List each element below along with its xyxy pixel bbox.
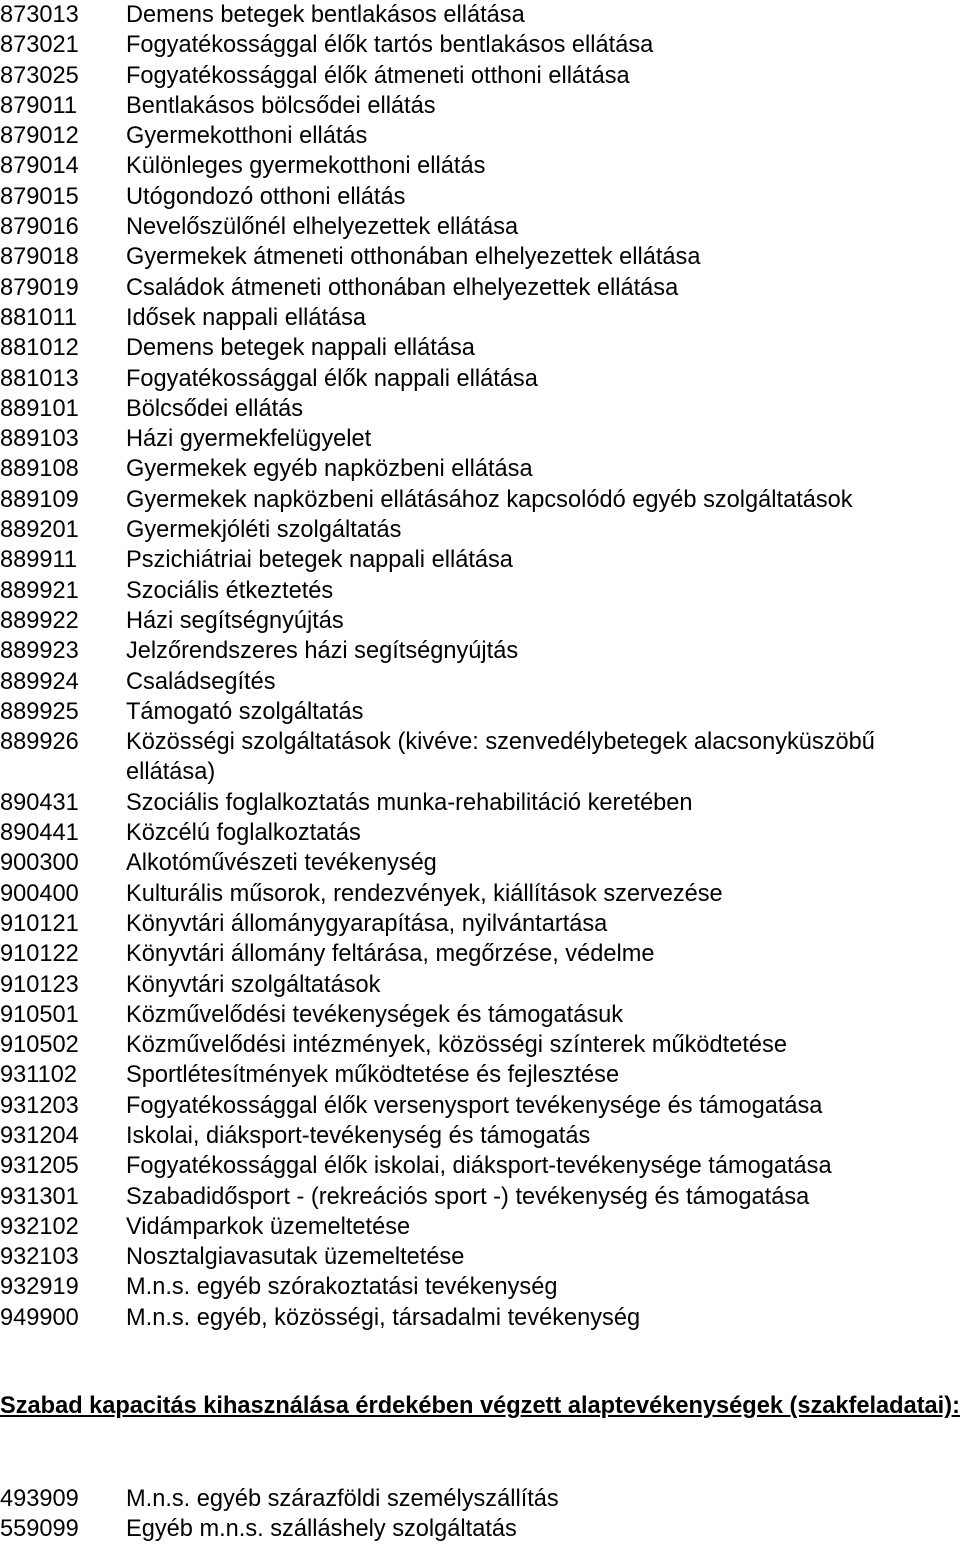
- activity-code: 900300: [0, 850, 79, 877]
- activity-code: 879018: [0, 244, 79, 271]
- activity-code: 493909: [0, 1486, 79, 1512]
- activity-description: Fogyatékossággal élők átmeneti otthoni ellátása: [126, 62, 630, 89]
- activity-description: Támogató szolgáltatás: [126, 698, 364, 725]
- activity-description: Közművelődési intézmények, közösségi színterek működtetése: [126, 1032, 787, 1059]
- section-heading: Szabad kapacitás kihasználása érdekében végzett alaptevékenységek (szakfeladatai):: [0, 1393, 960, 1419]
- list-item: [0, 1242, 960, 1272]
- activity-description: Pszichiátriai betegek nappali ellátása: [126, 547, 513, 574]
- list-item: [0, 1514, 960, 1544]
- activity-code: 889926: [0, 729, 79, 756]
- activity-code: 879015: [0, 183, 79, 210]
- activity-description: Sportlétesítmények működtetése és fejlesztése: [126, 1062, 620, 1089]
- activity-code: 910502: [0, 1032, 79, 1059]
- list-item: [0, 636, 960, 666]
- activity-description: Gyermekotthoni ellátás: [126, 123, 368, 150]
- activity-description: M.n.s. egyéb, közösségi, társadalmi tevékenység: [126, 1304, 641, 1331]
- activity-code: 931102: [0, 1062, 77, 1089]
- activity-description: Könyvtári szolgáltatások: [126, 971, 381, 998]
- activity-description: Könyvtári állomány feltárása, megőrzése, védelme: [126, 941, 655, 968]
- list-item: [0, 606, 960, 636]
- activity-code: 889922: [0, 607, 79, 634]
- list-item: [0, 909, 960, 939]
- activity-description: Fogyatékossággal élők iskolai, diáksport-tevékenysége támogatása: [126, 1153, 832, 1180]
- activity-description: Fogyatékossággal élők versenysport tevékenysége és támogatása: [126, 1092, 823, 1119]
- activity-description: Fogyatékossággal élők nappali ellátása: [126, 365, 538, 392]
- activity-code: 910123: [0, 971, 79, 998]
- list-item: [0, 576, 960, 606]
- activity-code: 931203: [0, 1092, 79, 1119]
- activity-code: 879011: [0, 92, 77, 119]
- list-item: [0, 1000, 960, 1030]
- list-item: [0, 61, 960, 91]
- activity-code: 559099: [0, 1516, 79, 1543]
- activity-code: 879016: [0, 214, 79, 241]
- list-item: [0, 1182, 960, 1212]
- list-item: [0, 0, 960, 30]
- activity-description: Gyermekjóléti szolgáltatás: [126, 517, 402, 544]
- activity-code: 910121: [0, 910, 79, 937]
- list-item: [0, 273, 960, 303]
- list-item: [0, 697, 960, 727]
- list-item: [0, 424, 960, 454]
- activity-description: Házi gyermekfelügyelet: [126, 426, 372, 453]
- list-item: [0, 364, 960, 394]
- activity-code: 931301: [0, 1183, 79, 1210]
- secondary-activity-code-list: [0, 1484, 960, 1545]
- activity-code: 873021: [0, 32, 79, 59]
- activity-description: Jelzőrendszeres házi segítségnyújtás: [126, 638, 519, 665]
- list-item: [0, 485, 960, 515]
- activity-description: Nevelőszülőnél elhelyezettek ellátása: [126, 214, 519, 241]
- activity-description: Közcélú foglalkoztatás: [126, 820, 361, 847]
- list-item: [0, 121, 960, 151]
- activity-description: Idősek nappali ellátása: [126, 304, 367, 331]
- activity-code: 890441: [0, 820, 79, 847]
- activity-description: Különleges gyermekotthoni ellátás: [126, 153, 486, 180]
- activity-description: Vidámparkok üzemeltetése: [126, 1213, 411, 1240]
- activity-code: 932919: [0, 1274, 79, 1301]
- activity-description: Demens betegek bentlakásos ellátása: [126, 2, 525, 28]
- list-item: [0, 818, 960, 848]
- activity-code: 889911: [0, 547, 77, 574]
- activity-description: M.n.s. egyéb szórakoztatási tevékenység: [126, 1274, 558, 1301]
- list-item: [0, 970, 960, 1000]
- activity-code: 910501: [0, 1001, 79, 1028]
- activity-description: Családsegítés: [126, 668, 276, 695]
- activity-description: Gyermekek átmeneti otthonában elhelyezettek ellátása: [126, 244, 701, 271]
- activity-code: 931204: [0, 1122, 79, 1149]
- activity-description: Kulturális műsorok, rendezvények, kiállítások szervezése: [126, 880, 723, 907]
- activity-description: Gyermekek napközbeni ellátásához kapcsolódó egyéb szolgáltatások: [126, 486, 853, 513]
- activity-description: Utógondozó otthoni ellátás: [126, 183, 406, 210]
- activity-description: Bentlakásos bölcsődei ellátás: [126, 92, 436, 119]
- activity-description: Fogyatékossággal élők tartós bentlakásos ellátása: [126, 32, 654, 59]
- list-item: [0, 1151, 960, 1181]
- activity-description: Házi segítségnyújtás: [126, 607, 344, 634]
- activity-code: 873025: [0, 62, 79, 89]
- list-item: [0, 788, 960, 818]
- activity-description: Szociális étkeztetés: [126, 577, 334, 604]
- activity-code: 932102: [0, 1213, 79, 1240]
- list-item: [0, 303, 960, 333]
- activity-description: Közművelődési tevékenységek és támogatásuk: [126, 1001, 624, 1028]
- list-item: [0, 1484, 960, 1514]
- activity-code: 879019: [0, 274, 79, 301]
- activity-description: Gyermekek egyéb napközbeni ellátása: [126, 456, 533, 483]
- list-item: [0, 333, 960, 363]
- activity-code: 889108: [0, 456, 79, 483]
- activity-description: Iskolai, diáksport-tevékenység és támogatás: [126, 1122, 591, 1149]
- list-item: [0, 939, 960, 969]
- activity-description: Demens betegek nappali ellátása: [126, 335, 475, 362]
- list-item: [0, 1303, 960, 1333]
- list-item: [0, 454, 960, 484]
- activity-description: Nosztalgiavasutak üzemeltetése: [126, 1244, 465, 1271]
- list-item: [0, 242, 960, 272]
- activity-code: 881013: [0, 365, 79, 392]
- activity-code: 889109: [0, 486, 79, 513]
- activity-description: Családok átmeneti otthonában elhelyezettek ellátása: [126, 274, 679, 301]
- list-item: [0, 545, 960, 575]
- list-item: [0, 1030, 960, 1060]
- list-item: [0, 1091, 960, 1121]
- activity-code: 900400: [0, 880, 79, 907]
- activity-description: Bölcsődei ellátás: [126, 395, 304, 422]
- activity-description: Szabadidősport - (rekreációs sport -) tevékenység és támogatása: [126, 1183, 810, 1210]
- activity-description: Alkotóművészeti tevékenység: [126, 850, 437, 877]
- list-item: [0, 151, 960, 181]
- list-item: [0, 879, 960, 909]
- list-item: [0, 515, 960, 545]
- activity-code: 889921: [0, 577, 79, 604]
- activity-code: 873013: [0, 2, 79, 28]
- activity-code: 932103: [0, 1244, 79, 1271]
- activity-code: 889925: [0, 698, 79, 725]
- list-item: [0, 212, 960, 242]
- activity-code: 881011: [0, 304, 77, 331]
- list-item: [0, 667, 960, 697]
- list-item: [0, 30, 960, 60]
- activity-code: 889924: [0, 668, 79, 695]
- activity-code: 889101: [0, 395, 79, 422]
- list-item: [0, 1060, 960, 1090]
- activity-code: 910122: [0, 941, 79, 968]
- activity-code: 889201: [0, 517, 79, 544]
- activity-description: M.n.s. egyéb szárazföldi személyszállítás: [126, 1486, 559, 1512]
- activity-code: 949900: [0, 1304, 79, 1331]
- list-item: [0, 1121, 960, 1151]
- activity-code: 879012: [0, 123, 79, 150]
- list-item: [0, 91, 960, 121]
- activity-description: Közösségi szolgáltatások (kivéve: szenvedélybetegek alacsonyküszöbű ellátása): [126, 729, 875, 786]
- activity-description: Egyéb m.n.s. szálláshely szolgáltatás: [126, 1516, 517, 1543]
- activity-code: 881012: [0, 335, 79, 362]
- activity-description: Szociális foglalkoztatás munka-rehabilitáció keretében: [126, 789, 693, 816]
- activity-code: 931205: [0, 1153, 79, 1180]
- list-item: [0, 1272, 960, 1302]
- list-item: [0, 394, 960, 424]
- activity-code: 890431: [0, 789, 79, 816]
- activity-code: 889103: [0, 426, 79, 453]
- activity-code: 879014: [0, 153, 79, 180]
- list-item: [0, 727, 960, 788]
- list-item: [0, 848, 960, 878]
- list-item: [0, 1212, 960, 1242]
- activity-description: Könyvtári állománygyarapítása, nyilvántartása: [126, 910, 608, 937]
- list-item: [0, 182, 960, 212]
- activity-code: 889923: [0, 638, 79, 665]
